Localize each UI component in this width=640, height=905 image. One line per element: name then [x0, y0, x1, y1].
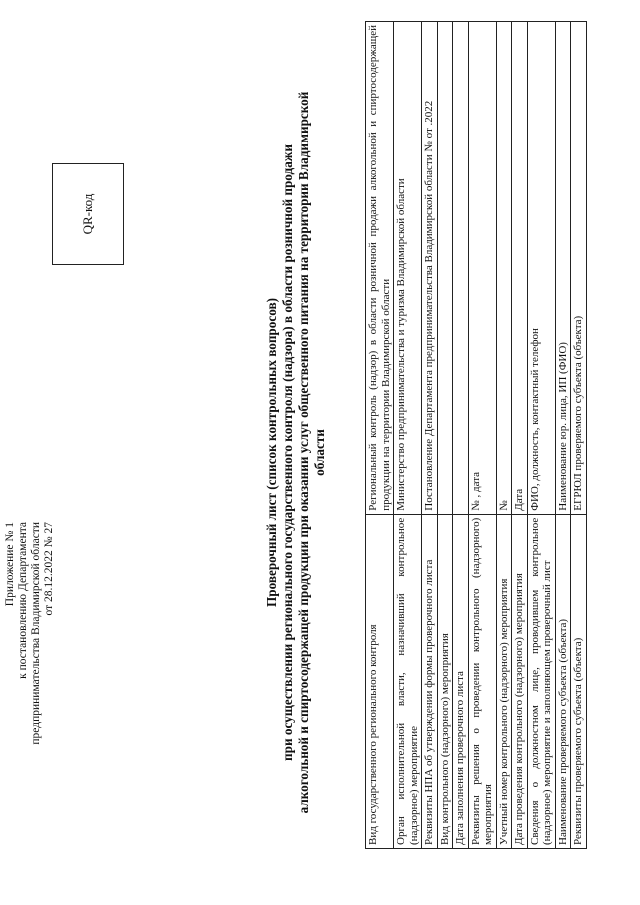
row-label: Наименование проверяемого субъекта (объекта) — [555, 514, 571, 848]
qr-code-label: QR-код — [80, 193, 95, 235]
title-line: Проверочный лист (список контрольных вопросов) — [264, 298, 279, 608]
table-row — [512, 22, 528, 849]
row-value: Министерство предпринимательства и туризма Владимирской области — [394, 22, 422, 515]
table-row — [394, 22, 422, 849]
table-row — [437, 22, 453, 849]
row-label: Реквизиты проверяемого субъекта (объекта) — [571, 514, 587, 848]
appendix-line: от 28.12.2022 № 27 — [43, 522, 55, 616]
title-line: области — [312, 429, 327, 476]
document-title — [264, 0, 328, 905]
table-row — [571, 22, 587, 849]
table-row — [496, 22, 512, 849]
row-label: Вид контрольного (надзорного) мероприятия — [437, 514, 453, 848]
row-value: Региональный контроль (надзор) в области розничной продажи алкогольной и спиртосодержащей продукции на территории Владимирской области — [366, 22, 394, 515]
row-value: ФИО, должность, контактный телефон — [527, 22, 555, 515]
row-label: Орган исполнительной власти, назначивший контрольное (надзорное) мероприятие — [394, 514, 422, 848]
table-row — [555, 22, 571, 849]
row-label: Дата проведения контрольного (надзорного) мероприятия — [512, 514, 528, 848]
checklist-info-table — [365, 21, 587, 849]
appendix-line: Приложение № 1 — [4, 522, 16, 607]
row-value: Наименование юр. лица, ИП (ФИО) — [555, 22, 571, 515]
row-label: Вид государственного регионального контроля — [366, 514, 394, 848]
row-value: № , дата — [468, 22, 496, 515]
row-value: Дата — [512, 22, 528, 515]
title-line: алкогольной и спиртосодержащей продукции при оказании услуг общественного питания на территории Владимирской — [296, 91, 311, 814]
title-line: при осуществлении регионального государственного контроля (надзора) в области розничной продажи — [280, 144, 295, 761]
appendix-line: предпринимательства Владимирской области — [30, 522, 42, 745]
table-row — [527, 22, 555, 849]
row-label: Сведения о должностном лице, проводившем контрольное (надзорное) мероприятие и заполняющем проверочный лист — [527, 514, 555, 848]
row-label: Учетный номер контрольного (надзорного) мероприятия — [496, 514, 512, 848]
row-label: Реквизиты решения о проведении контрольного (надзорного) мероприятия — [468, 514, 496, 848]
appendix-line: к постановлению Департамента — [17, 522, 29, 679]
table-row — [422, 22, 438, 849]
table-row — [453, 22, 469, 849]
table-row — [366, 22, 394, 849]
table-row — [468, 22, 496, 849]
row-value: ЕГРЮЛ проверяемого субъекта (объекта) — [571, 22, 587, 515]
row-label: Дата заполнения проверочного листа — [453, 514, 469, 848]
row-value — [453, 22, 469, 515]
row-value: № — [496, 22, 512, 515]
row-label: Реквизиты НПА об утверждении формы проверочного листа — [422, 514, 438, 848]
appendix-header — [4, 522, 56, 822]
row-value: Постановление Департамента предпринимательства Владимирской области № от .2022 — [422, 22, 438, 515]
row-value — [437, 22, 453, 515]
qr-code-box — [52, 163, 124, 265]
